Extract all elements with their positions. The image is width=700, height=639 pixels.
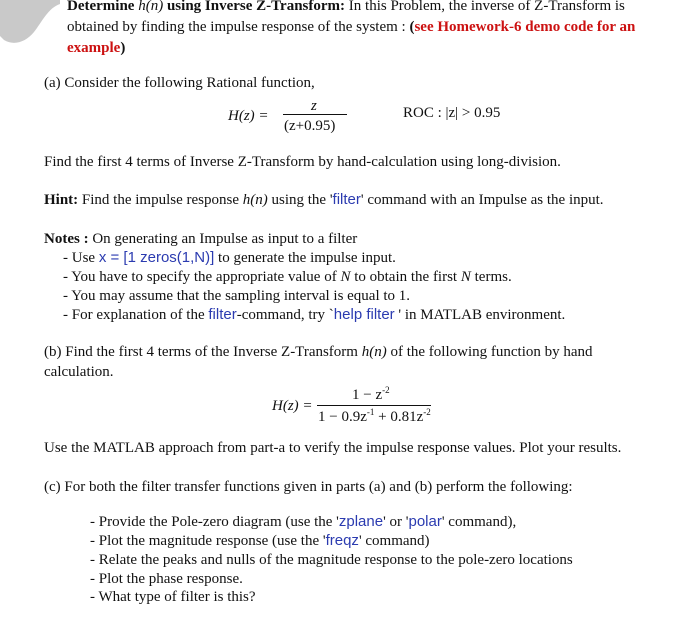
part-b-fraction-bar [317,405,431,406]
part-c-item-2 [90,532,430,551]
dash: - [90,552,95,568]
c-i1-zplane: zplane [338,513,384,530]
part-a-hint [44,191,604,210]
part-c-intro: (c) For both the filter transfer functions given in parts (a) and (b) perform the following: [44,479,573,495]
hint-hn: h(n) [242,192,268,208]
header-reference: see Homework-6 demo code for an [414,18,636,35]
header-determine: Determine [67,0,135,14]
hint-text1: Find the impulse response [81,192,239,208]
part-c-item-5 [90,588,256,607]
notes-b1-post: to generate the impulse input. [214,250,396,266]
notes-bullet-4 [63,306,565,325]
part-b-intro [44,343,593,362]
c-i1-polar: polar [408,513,442,530]
notes-b1-pre: Use [71,250,99,266]
notes-intro: On generating an Impulse as input to a filter [92,231,358,247]
header-hn: h(n) [138,0,164,14]
part-b-den2: + 0.81z [374,409,424,425]
c-i1-mid: ' or ' [383,514,409,530]
part-a-fraction-bar [283,114,347,115]
problem-header [67,0,687,57]
notes-bullet-2 [63,268,512,287]
notes-b1-code: x = [1 zeros(1,N)] [98,249,215,266]
part-b-denominator [318,407,431,427]
dash: - [63,307,68,323]
notes-b2-post: terms. [470,269,512,285]
c-i2-freqz: freqz [325,532,359,549]
dash: - [63,288,68,304]
corner-logo-icon [0,0,64,46]
header-text2: obtained by finding the impulse response of the system : [67,18,406,35]
notes-b4-pre: For explanation of the [71,307,209,323]
c-i5: What type of filter is this? [98,589,256,605]
part-c-item-1 [90,513,516,532]
part-c-item-3 [90,551,573,570]
part-b-den1: 1 − 0.9z [318,409,367,425]
notes-b2-mid: to obtain the first [350,269,461,285]
c-i1-pre: Provide the Pole-zero diagram (use the ' [98,514,339,530]
notes-label: Notes : [44,231,89,247]
dash: - [63,269,68,285]
c-i2-pre: Plot the magnitude response (use the ' [98,533,326,549]
part-b-num-text: 1 − z [352,387,383,403]
notes-b4-filter: filter [208,306,237,323]
c-i3: Relate the peaks and nulls of the magnitude response to the pole-zero locations [98,552,573,568]
hint-label: Hint: [44,192,79,208]
part-b-line1-post: of the following function by hand [390,344,593,360]
dash: - [90,514,95,530]
dash: - [90,571,95,587]
part-a-intro: (a) Consider the following Rational function, [44,75,315,91]
notes-b2-n2: N [460,269,471,285]
notes-bullet-1 [63,249,396,268]
part-b-numerator [352,385,390,405]
part-b-matlab: Use the MATLAB approach from part-a to verify the impulse response values. Plot your results. [44,440,622,456]
notes-b4-mid: -command, try ` [236,307,334,323]
c-i1-post: ' command), [441,514,517,530]
part-a-roc: ROC : |z| > 0.95 [403,105,501,121]
header-reference-2: example [67,39,121,56]
notes-b4-post: ' in MATLAB environment. [394,307,566,323]
part-b-hz-label: H(z) = [272,398,313,414]
part-b-intro-2: calculation. [44,364,114,380]
header-paren-close: ) [120,39,126,56]
part-a-find: Find the first 4 terms of Inverse Z-Transform by hand-calculation using long-division. [44,154,561,170]
dash: - [90,533,95,549]
part-b-den-exp2: -2 [423,407,431,417]
part-b-hn: h(n) [361,344,387,360]
dash: - [63,250,68,266]
dash: - [90,589,95,605]
part-a-hz-label: H(z) = [228,108,269,124]
header-text1: In this Problem, the inverse of Z-Transform is [348,0,625,14]
c-i4: Plot the phase response. [98,571,243,587]
part-b-den-exp1: -1 [366,407,375,417]
notes-heading [44,230,357,249]
part-a-denominator: (z+0.95) [284,118,336,134]
part-c-item-4 [90,570,243,589]
notes-bullet-3 [63,287,410,306]
part-b-line1-pre: (b) Find the first 4 terms of the Inverse Z-Transform [44,344,358,360]
header-bold: using Inverse Z-Transform: [166,0,346,14]
header-paren: ( [409,18,415,35]
notes-b4-code: help filter [333,306,395,323]
c-i2-post: ' command) [358,533,430,549]
hint-text3: ' command with an Impulse as the input. [360,192,604,208]
hint-text2: using the ' [271,192,333,208]
notes-b3: You may assume that the sampling interval is equal to 1. [71,288,411,304]
part-b-num-exp: -2 [382,385,390,395]
part-a-numerator: z [311,98,317,114]
notes-b2-pre: You have to specify the appropriate value of [71,269,341,285]
hint-filter-code: filter [332,191,361,208]
notes-b2-n: N [340,269,351,285]
